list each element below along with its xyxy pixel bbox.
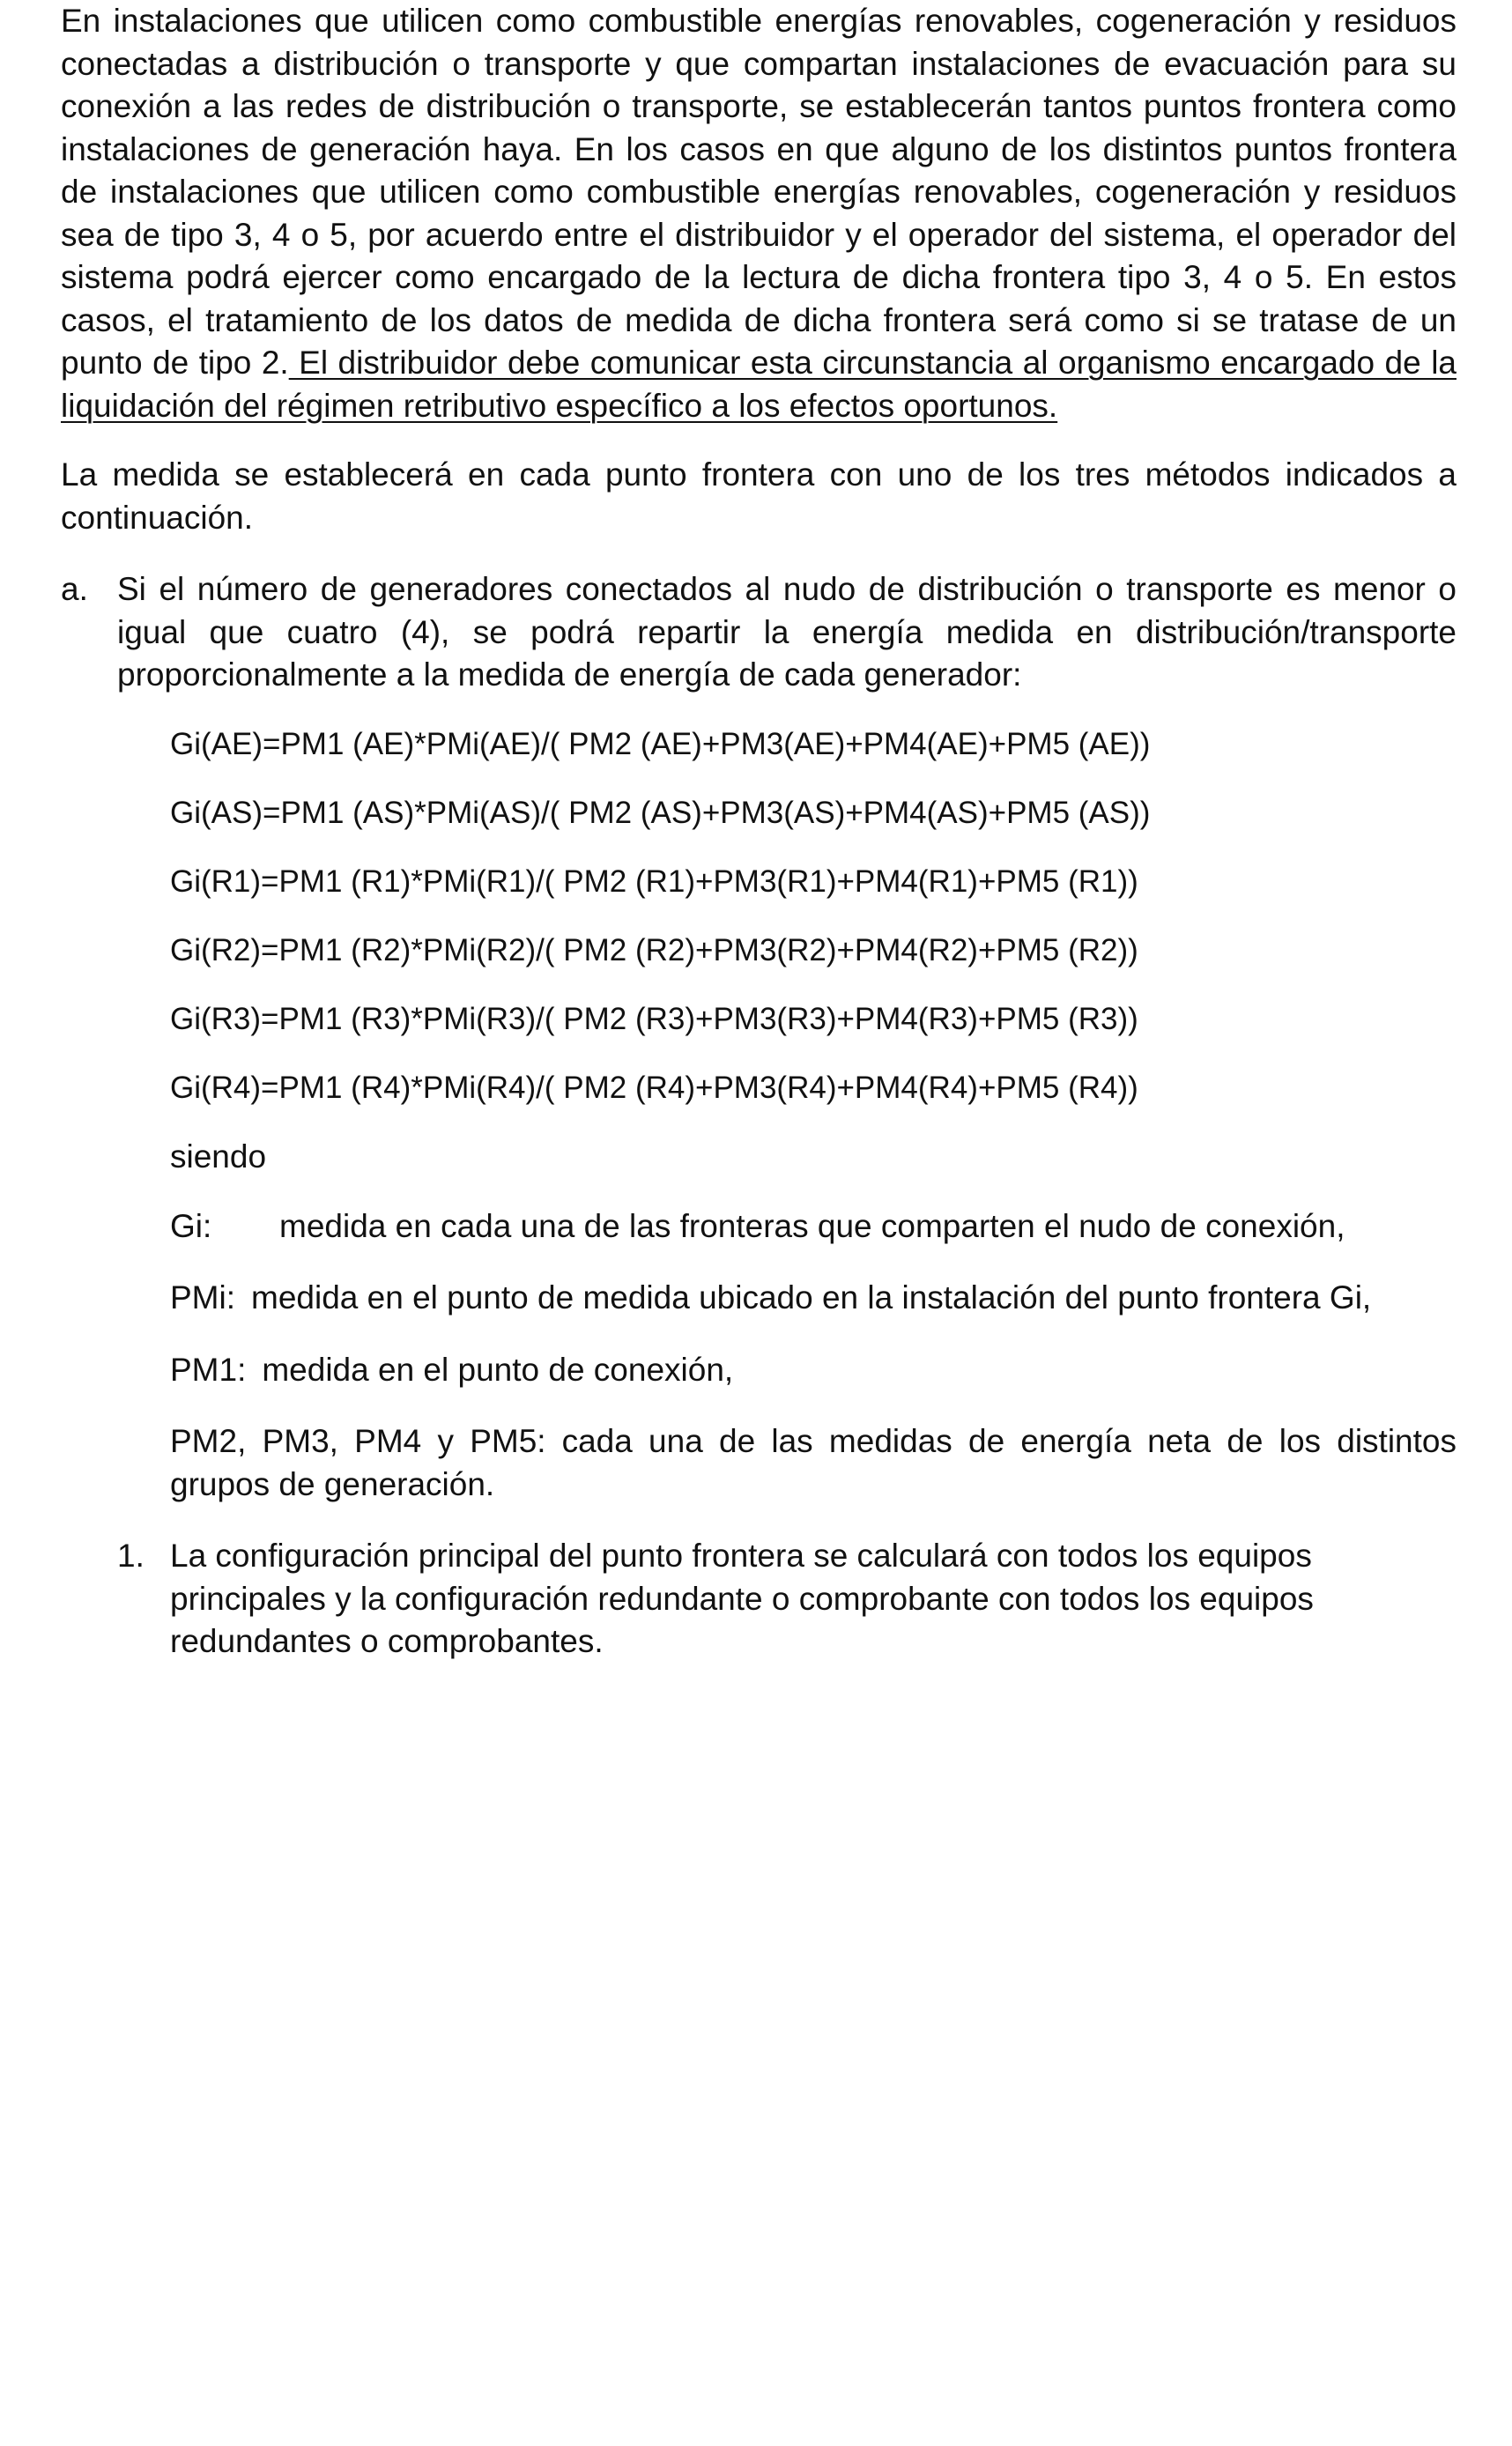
formula-r1: Gi(R1)=PM1 (R1)*PMi(R1)/( PM2 (R1)+PM3(R1)+PM4(R1)+PM5 (R1))	[170, 864, 1138, 899]
formula-r4: Gi(R4)=PM1 (R4)*PMi(R4)/( PM2 (R4)+PM3(R4)+PM4(R4)+PM5 (R4))	[170, 1070, 1138, 1105]
intro-paragraph	[61, 0, 1456, 427]
definition-term: PMi:	[170, 1279, 235, 1316]
list-item-a-text: Si el número de generadores conectados al nudo de distribución o transporte es menor o igual que cuatro (4), se podrá repartir la energía medida en distribución/transporte proporcionalmente a la medida de energía de cada generador:	[117, 571, 1456, 693]
definition-gi	[170, 1205, 1456, 1249]
definition-desc: medida en el punto de conexión,	[262, 1351, 734, 1388]
definition-pmi	[170, 1277, 1456, 1320]
methods-paragraph: La medida se establecerá en cada punto frontera con uno de los tres métodos indicados a continuación.	[61, 456, 1456, 536]
formula-ae: Gi(AE)=PM1 (AE)*PMi(AE)/( PM2 (AE)+PM3(AE)+PM4(AE)+PM5 (AE))	[170, 726, 1151, 761]
intro-paragraph-text: En instalaciones que utilicen como combustible energías renovables, cogeneración y residuos conectadas a distribución o transporte y que compartan instalaciones de evacuación para su conexión a las redes de distribución o transporte, se establecerán tantos puntos frontera como instalaciones de generación haya. En los casos en que alguno de los distintos puntos frontera de instalaciones que utilicen como combustible energías renovables, cogeneración y residuos sea de tipo 3, 4 o 5, por acuerdo entre el distribuidor y el operador del sistema, el operador del sistema podrá ejercer como encargado de la lectura de dicha frontera tipo 3, 4 o 5. En estos casos, el tratamiento de los datos de medida de dicha frontera será como si se tratase de un punto de tipo 2.	[61, 3, 1456, 381]
list-item-1-text: La configuración principal del punto frontera se calculará con todos los equipos principales y la configuración redundante o comprobante con todos los equipos redundantes o comprobantes.	[170, 1538, 1314, 1659]
definition-desc: cada una de las medidas de energía neta de los distintos grupos de generación.	[170, 1423, 1456, 1502]
definition-term: Gi:	[170, 1207, 212, 1244]
siendo-label: siendo	[170, 1138, 267, 1175]
formula-as: Gi(AS)=PM1 (AS)*PMi(AS)/( PM2 (AS)+PM3(AS)+PM4(AS)+PM5 (AS))	[170, 795, 1151, 830]
list-item-a-marker: a.	[61, 571, 88, 607]
list-item-1	[61, 1535, 1456, 1664]
list-item-1-marker: 1.	[117, 1538, 145, 1574]
formula-block	[117, 723, 1456, 1507]
definition-term: PM2, PM3, PM4 y PM5:	[170, 1423, 546, 1459]
definition-desc: medida en cada una de las fronteras que comparten el nudo de conexión,	[279, 1207, 1345, 1244]
formula-r2: Gi(R2)=PM1 (R2)*PMi(R2)/( PM2 (R2)+PM3(R2)+PM4(R2)+PM5 (R2))	[170, 932, 1138, 967]
intro-paragraph-underlined-text: El distribuidor debe comunicar esta circunstancia al organismo encargado de la liquidación del régimen retributivo específico a los efectos oportunos.	[61, 345, 1456, 424]
document-page	[61, 0, 1456, 1664]
definition-pm2-pm5	[170, 1420, 1456, 1506]
list-item-a	[61, 568, 1456, 1506]
definition-term: PM1:	[170, 1351, 247, 1388]
definition-pm1	[170, 1349, 1456, 1392]
formula-r3: Gi(R3)=PM1 (R3)*PMi(R3)/( PM2 (R3)+PM3(R3)+PM4(R3)+PM5 (R3))	[170, 1001, 1138, 1036]
definition-desc: medida en el punto de medida ubicado en la instalación del punto frontera Gi,	[251, 1279, 1372, 1316]
